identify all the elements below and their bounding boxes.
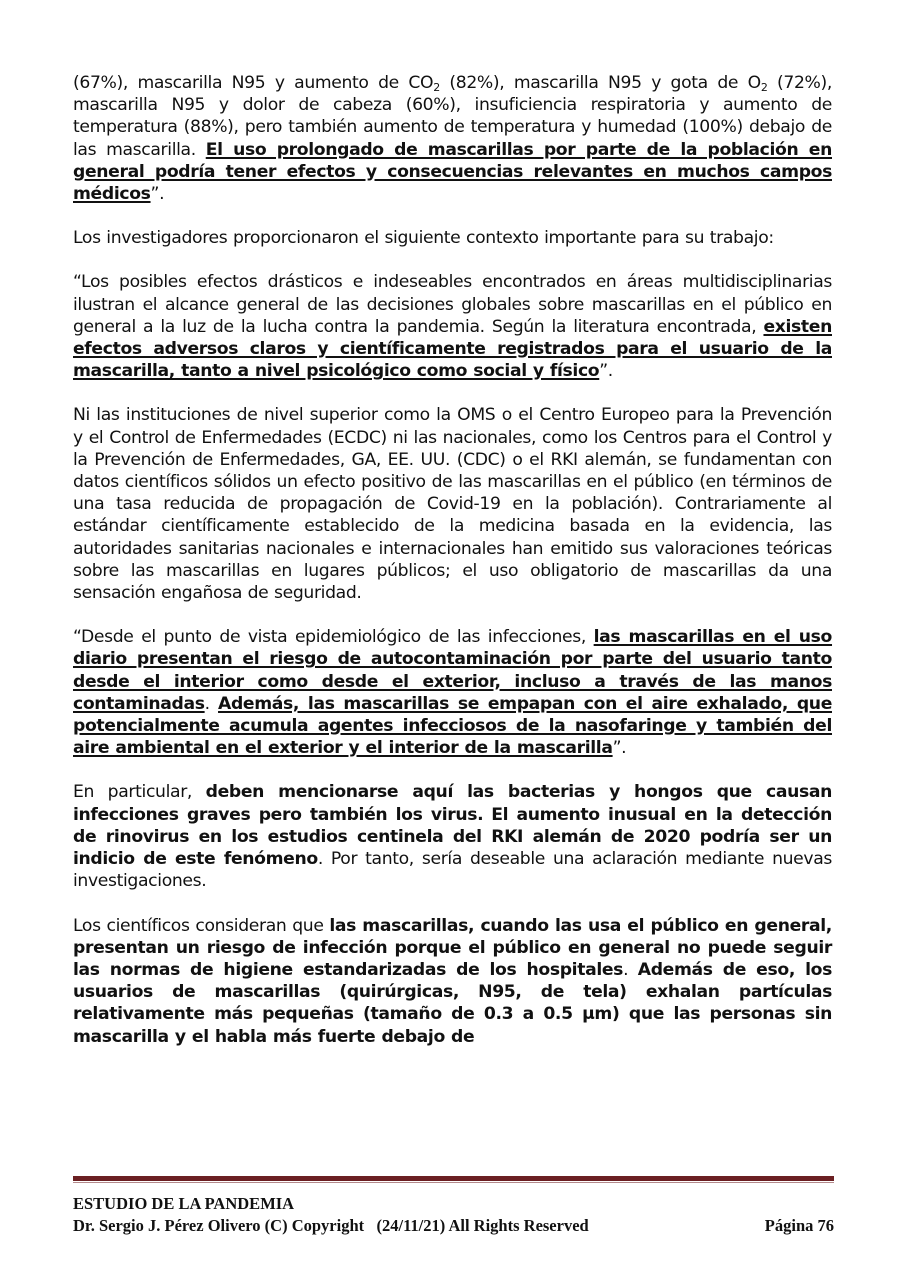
text-run: . xyxy=(623,959,638,980)
text-run: “Los posibles efectos drásticos e indeseables encontrados en áreas multidisciplinarias ilustran el alcance general de las decisiones globales sobre mascarillas en el público en general a la luz de la lucha contra la pandemia. Según la literatura encontrada, xyxy=(73,272,832,337)
text-run: En particular, xyxy=(73,782,206,803)
emphasis-run: Además de eso, los usuarios de mascarillas (quirúrgicas, N95, de tela) exhalan partículas relativamente más pequeñas (tamaño de 0.3 a 0.5 µm) que las personas sin mascarilla y el habla más fuerte debajo de xyxy=(73,959,832,1047)
text-run: “Desde el punto de vista epidemiológico de las infecciones, xyxy=(73,627,594,648)
paragraph-6 xyxy=(73,781,832,892)
footer-rule xyxy=(73,1176,834,1181)
text-run: ”. xyxy=(612,738,627,759)
text-run: Ni las instituciones de nivel superior como la OMS o el Centro Europeo para la Prevención y el Control de Enfermedades (ECDC) ni las nacionales, como los Centros para el Control y la Prevención de Enfermedades, GA, EE. UU. (CDC) o el RKI alemán, se fundamentan con datos científicos sólidos un efecto positivo de las mascarillas en el público (en términos de una tasa reducida de propagación de Covid-19 en la población). Contrariamente al estándar científicamente establecido de la medicina basada en la evidencia, las autoridades sanitarias nacionales e internacionales han emitido sus valoraciones teóricas sobre las mascarillas en lugares públicos; el uso obligatorio de mascarillas da una sensación engañosa de seguridad. xyxy=(73,405,832,604)
page-footer xyxy=(73,1176,834,1237)
text-run: . Por tanto, sería deseable una aclaración mediante nuevas investigaciones. xyxy=(73,849,832,892)
subscript: 2 xyxy=(760,81,768,94)
emphasis-run: Además, las mascarillas se empapan con el aire exhalado, que potencialmente acumula agentes infecciosos de la nasofaringe y también del aire ambiental en el exterior y el interior de la mascarilla xyxy=(73,693,832,759)
text-run: (82%), mascarilla N95 y gota de O xyxy=(439,73,761,93)
subscript: 2 xyxy=(433,81,440,94)
emphasis-run: las mascarillas en el uso diario presentan el riesgo de autocontaminación por parte del usuario tanto desde el interior como desde el exterior, incluso a través de las manos contaminadas xyxy=(73,627,833,714)
paragraph-2 xyxy=(73,227,832,249)
footer-text xyxy=(73,1193,834,1237)
paragraph-4 xyxy=(73,404,832,604)
text-run: Los investigadores proporcionaron el siguiente contexto importante para su trabajo: xyxy=(73,228,774,249)
text-run: (72%), mascarilla N95 y dolor de cabeza (60%), insuficiencia respiratoria y aumento de temperatura (88%), pero también aumento de temperatura y humedad (100%) debajo de las mascarilla. xyxy=(73,73,832,160)
text-run: (67%), mascarilla N95 y aumento de CO xyxy=(73,73,434,93)
footer-page-number: Página 76 xyxy=(764,1216,834,1235)
text-run: . xyxy=(204,693,219,714)
emphasis-run: El uso prolongado de mascarillas por parte de la población en general podría tener efectos y consecuencias relevantes en muchos campos médicos xyxy=(73,139,832,205)
paragraph-1 xyxy=(73,72,832,205)
text-run xyxy=(483,805,491,825)
paragraph-7 xyxy=(73,915,832,1048)
paragraph-5-quote xyxy=(73,626,832,759)
document-page xyxy=(73,72,832,1070)
text-run: ”. xyxy=(150,184,165,205)
text-run: ”. xyxy=(599,361,613,382)
footer-rule-thin xyxy=(73,1182,834,1183)
emphasis-run: El aumento inusual en la detección de rinovirus en los estudios centinela del RKI alemán de 2020 podría ser un indicio de este fenómeno xyxy=(73,804,832,870)
text-run: Los científicos consideran que xyxy=(73,915,330,936)
footer-copyright: Dr. Sergio J. Pérez Olivero (C) Copyright (24/11/21) All Rights Reserved xyxy=(73,1216,589,1235)
emphasis-run: las mascarillas, cuando las usa el público en general, presentan un riesgo de infección porque el público en general no puede seguir las normas de higiene estandarizadas de los hospitales xyxy=(73,915,832,980)
emphasis-run: existen efectos adversos claros y científicamente registrados para el usuario de la mascarilla, tanto a nivel psicológico como social y físico xyxy=(73,316,832,382)
paragraph-3-quote xyxy=(73,271,832,382)
emphasis-run: deben mencionarse aquí las bacterias y hongos que causan infecciones graves pero también los virus. xyxy=(73,782,832,825)
footer-title: ESTUDIO DE LA PANDEMIA xyxy=(73,1194,295,1213)
footer-row xyxy=(73,1215,834,1237)
